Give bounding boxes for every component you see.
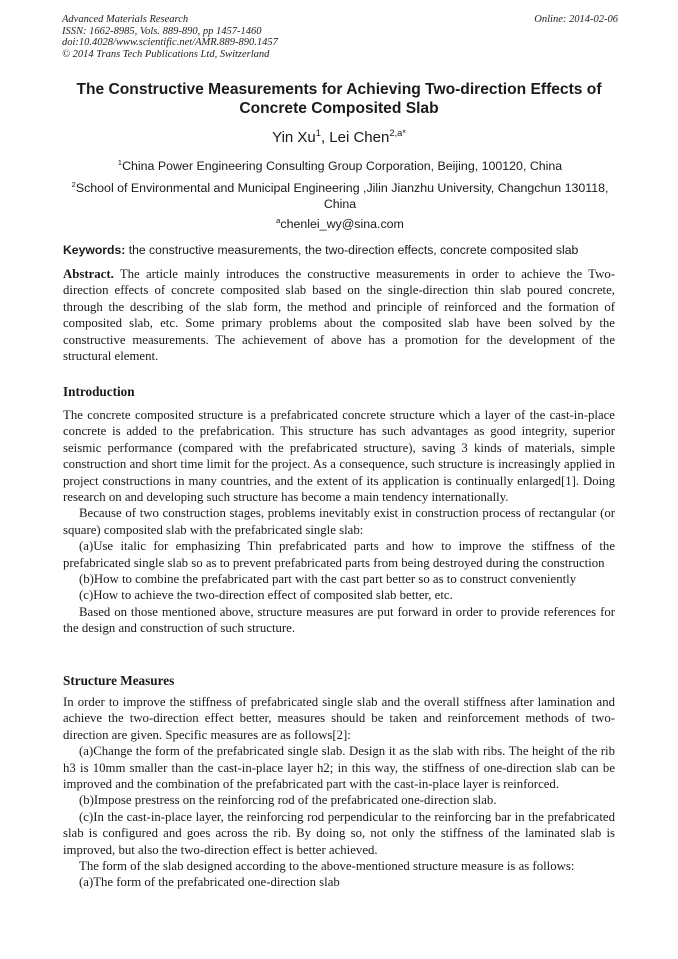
affiliation-1-text: China Power Engineering Consulting Group Corporation, Beijing, 100120, China: [122, 159, 563, 173]
author-2-affiliation-mark: 2,a*: [389, 128, 406, 138]
copyright-line: © 2014 Trans Tech Publications Ltd, Switzerland: [62, 48, 270, 60]
intro-paragraph: The concrete composited structure is a prefabricated concrete structure which a layer of the cast-in-place concrete is added to the prefabrication. This structure has such advantages as good integrity, superior seismic performance (compared with the prefabricated structure), saving 3 kinds of materials, simple construction and short time limit for the project. As a consequence, such structure is increasingly applied in project constructions in many countries, and the extent of its application is continually enlarged[1]. Doing research on and developing such structure has become a main tendency internationally.: [63, 408, 615, 505]
doi-line: doi:10.4028/www.scientific.net/AMR.889-890.1457: [62, 37, 278, 48]
abstract-label: Abstract.: [63, 267, 114, 281]
author-1-affiliation-mark: 1: [315, 128, 321, 138]
keywords-text: the constructive measurements, the two-direction effects, concrete composited slab: [125, 243, 579, 257]
intro-paragraph: Based on those mentioned above, structure measures are put forward in order to provide references for the design and construction of such structure.: [63, 604, 615, 636]
structure-subitem-a: (a)The form of the prefabricated one-direction slab: [79, 875, 340, 890]
affiliation-2-text: School of Environmental and Municipal Engineering ,Jilin Jianzhu University, Changchun 130118, China: [75, 181, 609, 211]
structure-list-item-a: (a)Change the form of the prefabricated single slab. Design it as the slab with ribs. The height of the rib h3 is 10mm smaller than the cast-in-place layer h2; in this way, the stiffness of one-direction slab can be improved and the combination of the prefabricated part with the cast-in-place layer is reinforced.: [63, 744, 615, 792]
introduction-heading: Introduction: [63, 384, 135, 399]
structure-measures-body: [63, 694, 615, 891]
author-2: Lei Chen: [329, 129, 390, 146]
author-list: [40, 128, 638, 148]
intro-list-item-c: (c)How to achieve the two-direction effect of composited slab better, etc.: [79, 588, 453, 603]
paper-title: [40, 80, 638, 118]
issn-line: ISSN: 1662-8985, Vols. 889-890, pp 1457-1460: [62, 25, 262, 37]
intro-paragraph: Because of two construction stages, problems inevitably exist in construction process of rectangular (or square) composited slab with the prefabricated single slab:: [63, 506, 615, 537]
structure-paragraph: The form of the slab designed according to the above-mentioned structure measure is as follows:: [79, 859, 575, 874]
keywords: [63, 242, 619, 258]
title-line-2: Concrete Composited Slab: [239, 100, 439, 117]
title-line-1: The Constructive Measurements for Achieving Two-direction Effects of: [76, 81, 602, 98]
corresponding-email: [62, 216, 618, 232]
abstract-text: The article mainly introduces the constructive measurements in order to achieve the Two-direction effects of concrete composited slab based on the single-direction thin slab poured concrete, through the describing of the slab form, the method and principle of reinforced and the formation of composited slab, etc. Some primary problems about the composited slab have been solved by the constructive measurements. The achievement of above has a promotion for the development of the structural element.: [63, 267, 615, 364]
affiliation-2: [62, 180, 618, 212]
structure-paragraph: In order to improve the stiffness of prefabricated single slab and the overall stiffness after lamination and achieve the two-direction effect better, measures should be taken and reinforcement methods of two-direction are given. Specific measures are as follows[2]:: [63, 695, 615, 742]
intro-list-item-a: (a)Use italic for emphasizing Thin prefabricated parts and how to improve the stiffness of the prefabricated single slab so as to prevent prefabricated parts from being destroyed during the construction: [63, 539, 615, 570]
structure-measures-heading: Structure Measures: [63, 673, 175, 688]
affiliation-1-mark: 1: [117, 157, 123, 167]
structure-list-item-c: (c)In the cast-in-place layer, the reinforcing rod perpendicular to the reinforcing bar in the prefabricated slab is configured and goes across the rib. By doing so, not only the stiffness of the laminated slab is improved, but also the two-direction effect is better achieved.: [63, 809, 615, 857]
email-mark: a: [276, 215, 281, 225]
abstract: [63, 266, 615, 364]
affiliation-1: [62, 158, 618, 174]
intro-list-item-b: (b)How to combine the prefabricated part with the cast part better so as to construct conveniently: [79, 572, 577, 587]
online-date: Online: 2014-02-06: [534, 14, 618, 25]
keywords-label: Keywords:: [63, 243, 126, 257]
journal-header: [62, 14, 618, 60]
journal-name: Advanced Materials Research: [62, 14, 189, 25]
introduction-body: [63, 407, 615, 637]
email-address: chenlei_wy@sina.com: [280, 217, 404, 231]
author-separator: ,: [320, 129, 330, 146]
structure-list-item-b: (b)Impose prestress on the reinforcing rod of the prefabricated one-direction slab.: [79, 793, 497, 808]
author-1: Yin Xu: [272, 129, 316, 146]
affiliation-2-mark: 2: [71, 179, 76, 189]
